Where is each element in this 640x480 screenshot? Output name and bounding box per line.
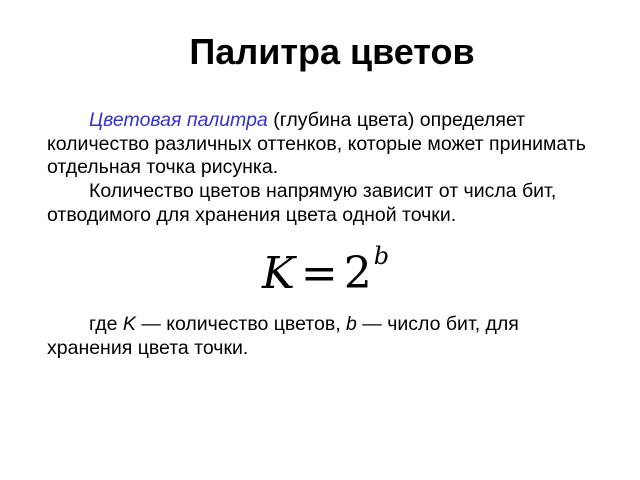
formula-exponent: b: [373, 242, 390, 270]
formula-lhs: K: [262, 248, 295, 299]
formula-k-equals-2-pow-b: [262, 242, 402, 301]
term-color-palette: Цветовая палитра: [89, 109, 268, 131]
palette-definition-text: (глубина цвета) определяет количество различных оттенков, которые может принимать отдельная точка рисунка.: [47, 109, 586, 178]
legend-mid: — количество цветов,: [135, 313, 347, 335]
legend-suffix: — число бит, для хранения цвета точки.: [47, 313, 519, 359]
bits-dependency-text: Количество цветов напрямую зависит от числа бит, отводимого для хранения цвета одной точки.: [47, 180, 557, 226]
paragraph-variable-legend: [47, 313, 607, 360]
formula-operator: =: [300, 248, 338, 299]
paragraph-palette-definition: [47, 109, 607, 180]
legend-var-k: K: [122, 313, 136, 335]
paragraph-bits-dependency: [47, 180, 607, 227]
slide-title: Палитра цветов: [189, 31, 475, 72]
formula-base: 2: [343, 248, 372, 299]
legend-prefix: где: [89, 313, 123, 335]
legend-var-b: b: [346, 313, 357, 335]
